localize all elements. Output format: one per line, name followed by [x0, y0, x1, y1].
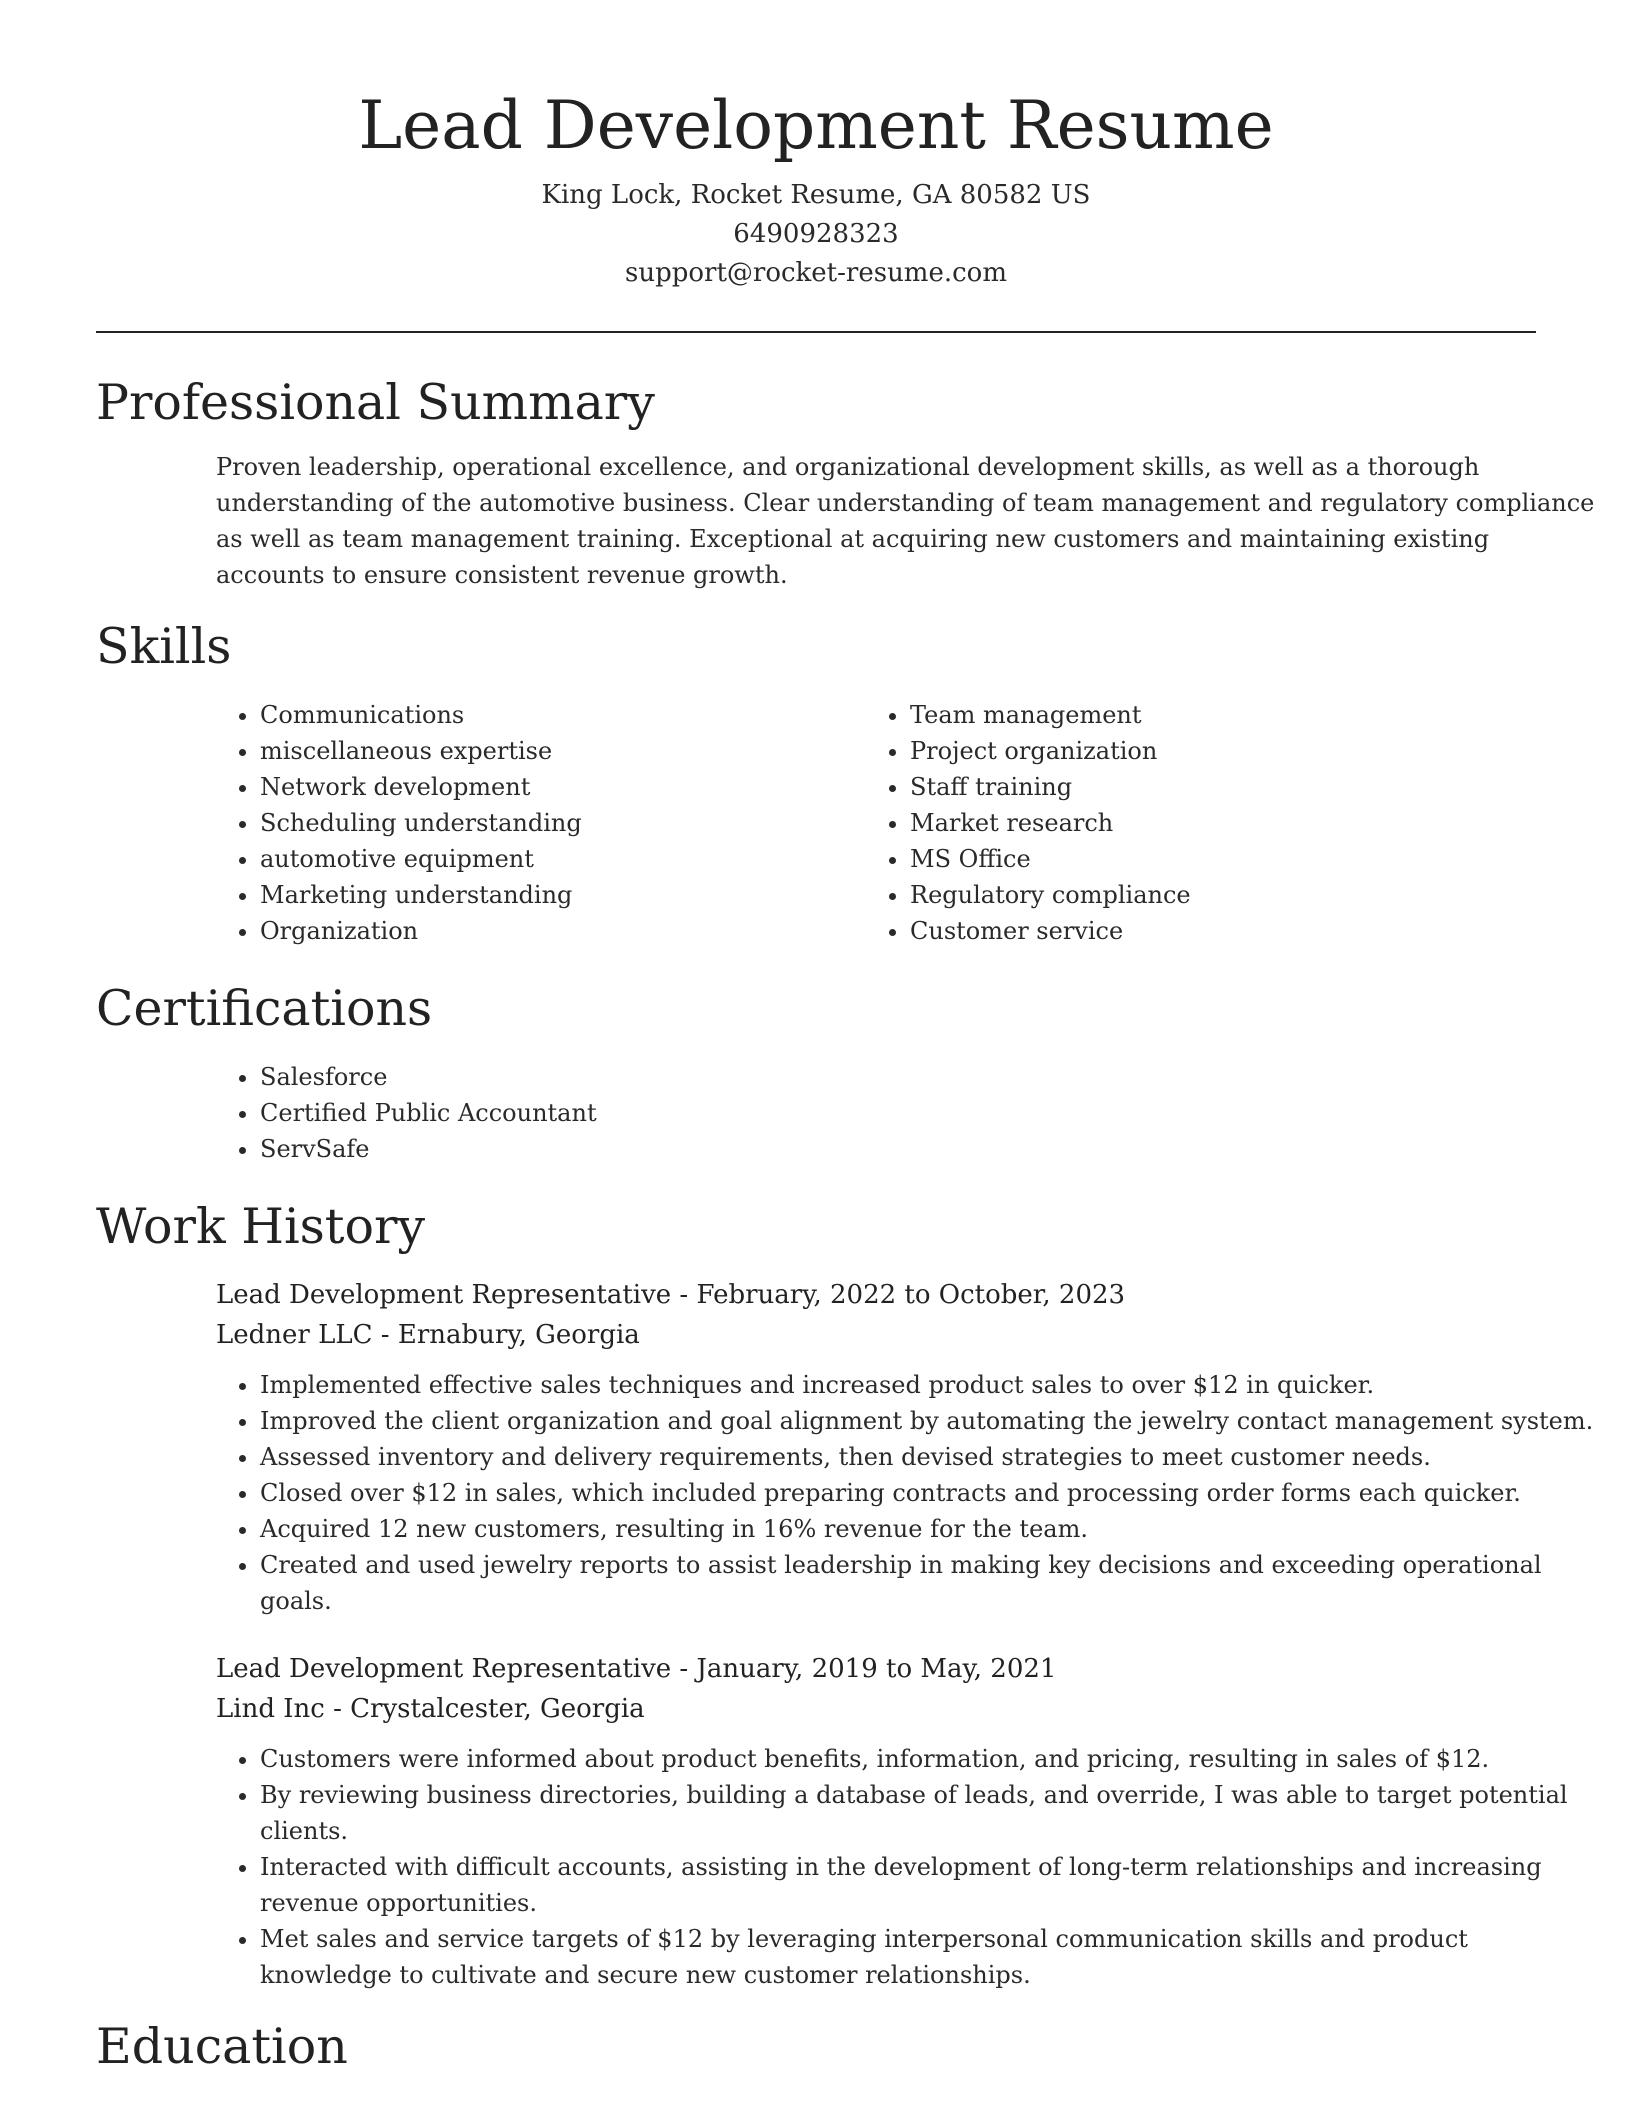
- skills-list-left: [0, 697, 910, 949]
- list-item: • Acquired 12 new customers, resulting in 16% revenue for the team.: [260, 1511, 1596, 1547]
- list-item: • Customers were informed about product benefits, information, and pricing, resulting in sales of $12.: [260, 1741, 1596, 1777]
- list-item: • Certified Public Accountant: [260, 1095, 1632, 1131]
- resume-title: Lead Development Resume: [358, 87, 1274, 164]
- contact-block: [0, 176, 1632, 293]
- list-item: • automotive equipment: [260, 841, 910, 877]
- list-item: • Project organization: [910, 733, 1470, 769]
- job-company: Lind Inc - Crystalcester, Georgia: [216, 1694, 645, 1724]
- job-bullets: [216, 1367, 1596, 1619]
- list-item: • Met sales and service targets of $12 by leveraging interpersonal communication skills and product knowledge to cultivate and secure new customer relationships.: [260, 1921, 1596, 1993]
- job-entry: [216, 1649, 1596, 1993]
- list-item: • Created and used jewelry reports to assist leadership in making key decisions and exceeding operational goals.: [260, 1547, 1596, 1619]
- job-company: Ledner LLC - Ernabury, Georgia: [216, 1320, 640, 1350]
- skills-list-right: [910, 697, 1470, 949]
- list-item: • Organization: [260, 913, 910, 949]
- contact-address: King Lock, Rocket Resume, GA 80582 US: [541, 180, 1091, 210]
- summary-section: [0, 373, 1632, 593]
- education-heading: Education: [96, 2018, 348, 2075]
- certifications-heading: Certifications: [96, 980, 433, 1037]
- header-divider: [96, 331, 1536, 333]
- list-item: • Market research: [910, 805, 1470, 841]
- education-section: [0, 2017, 1632, 2077]
- contact-phone: 6490928323: [733, 219, 899, 249]
- job-entry: [216, 1275, 1596, 1619]
- job-title: Lead Development Representative - February, 2022 to October, 2023: [216, 1280, 1126, 1310]
- work-section: [0, 1197, 1632, 1993]
- skills-section: [0, 617, 1632, 949]
- list-item: • Staff training: [910, 769, 1470, 805]
- list-item: • Customer service: [910, 913, 1470, 949]
- list-item: • Implemented effective sales techniques and increased product sales to over $12 in quicker.: [260, 1367, 1596, 1403]
- contact-email: support@rocket-resume.com: [624, 258, 1007, 288]
- list-item: • Marketing understanding: [260, 877, 910, 913]
- certifications-list: [0, 1059, 1632, 1167]
- job-bullets: [216, 1741, 1596, 1993]
- list-item: • Regulatory compliance: [910, 877, 1470, 913]
- list-item: • Interacted with difficult accounts, assisting in the development of long-term relationships and increasing revenue opportunities.: [260, 1849, 1596, 1921]
- job-title: Lead Development Representative - January, 2019 to May, 2021: [216, 1654, 1057, 1684]
- summary-text: Proven leadership, operational excellence, and organizational development skills, as well as a thorough understanding of the automotive business. Clear understanding of team management and regulatory compliance as well as team management training. Exceptional at acquiring new customers and maintaining existing accounts to ensure consistent revenue growth.: [216, 453, 1595, 589]
- list-item: • Assessed inventory and delivery requirements, then devised strategies to meet customer needs.: [260, 1439, 1596, 1475]
- skills-heading: Skills: [96, 618, 232, 675]
- list-item: • Improved the client organization and goal alignment by automating the jewelry contact management system.: [260, 1403, 1596, 1439]
- skills-columns: [0, 697, 1632, 949]
- summary-heading: Professional Summary: [96, 374, 655, 431]
- certifications-section: [0, 979, 1632, 1167]
- list-item: • Salesforce: [260, 1059, 1632, 1095]
- list-item: • Scheduling understanding: [260, 805, 910, 841]
- list-item: • Communications: [260, 697, 910, 733]
- list-item: • Closed over $12 in sales, which included preparing contracts and processing order forms each quicker.: [260, 1475, 1596, 1511]
- list-item: • miscellaneous expertise: [260, 733, 910, 769]
- list-item: • Network development: [260, 769, 910, 805]
- list-item: • Team management: [910, 697, 1470, 733]
- work-heading: Work History: [96, 1198, 426, 1255]
- list-item: • ServSafe: [260, 1131, 1632, 1167]
- list-item: • By reviewing business directories, building a database of leads, and override, I was able to target potential clients.: [260, 1777, 1596, 1849]
- resume-header: [0, 0, 1632, 293]
- list-item: • MS Office: [910, 841, 1470, 877]
